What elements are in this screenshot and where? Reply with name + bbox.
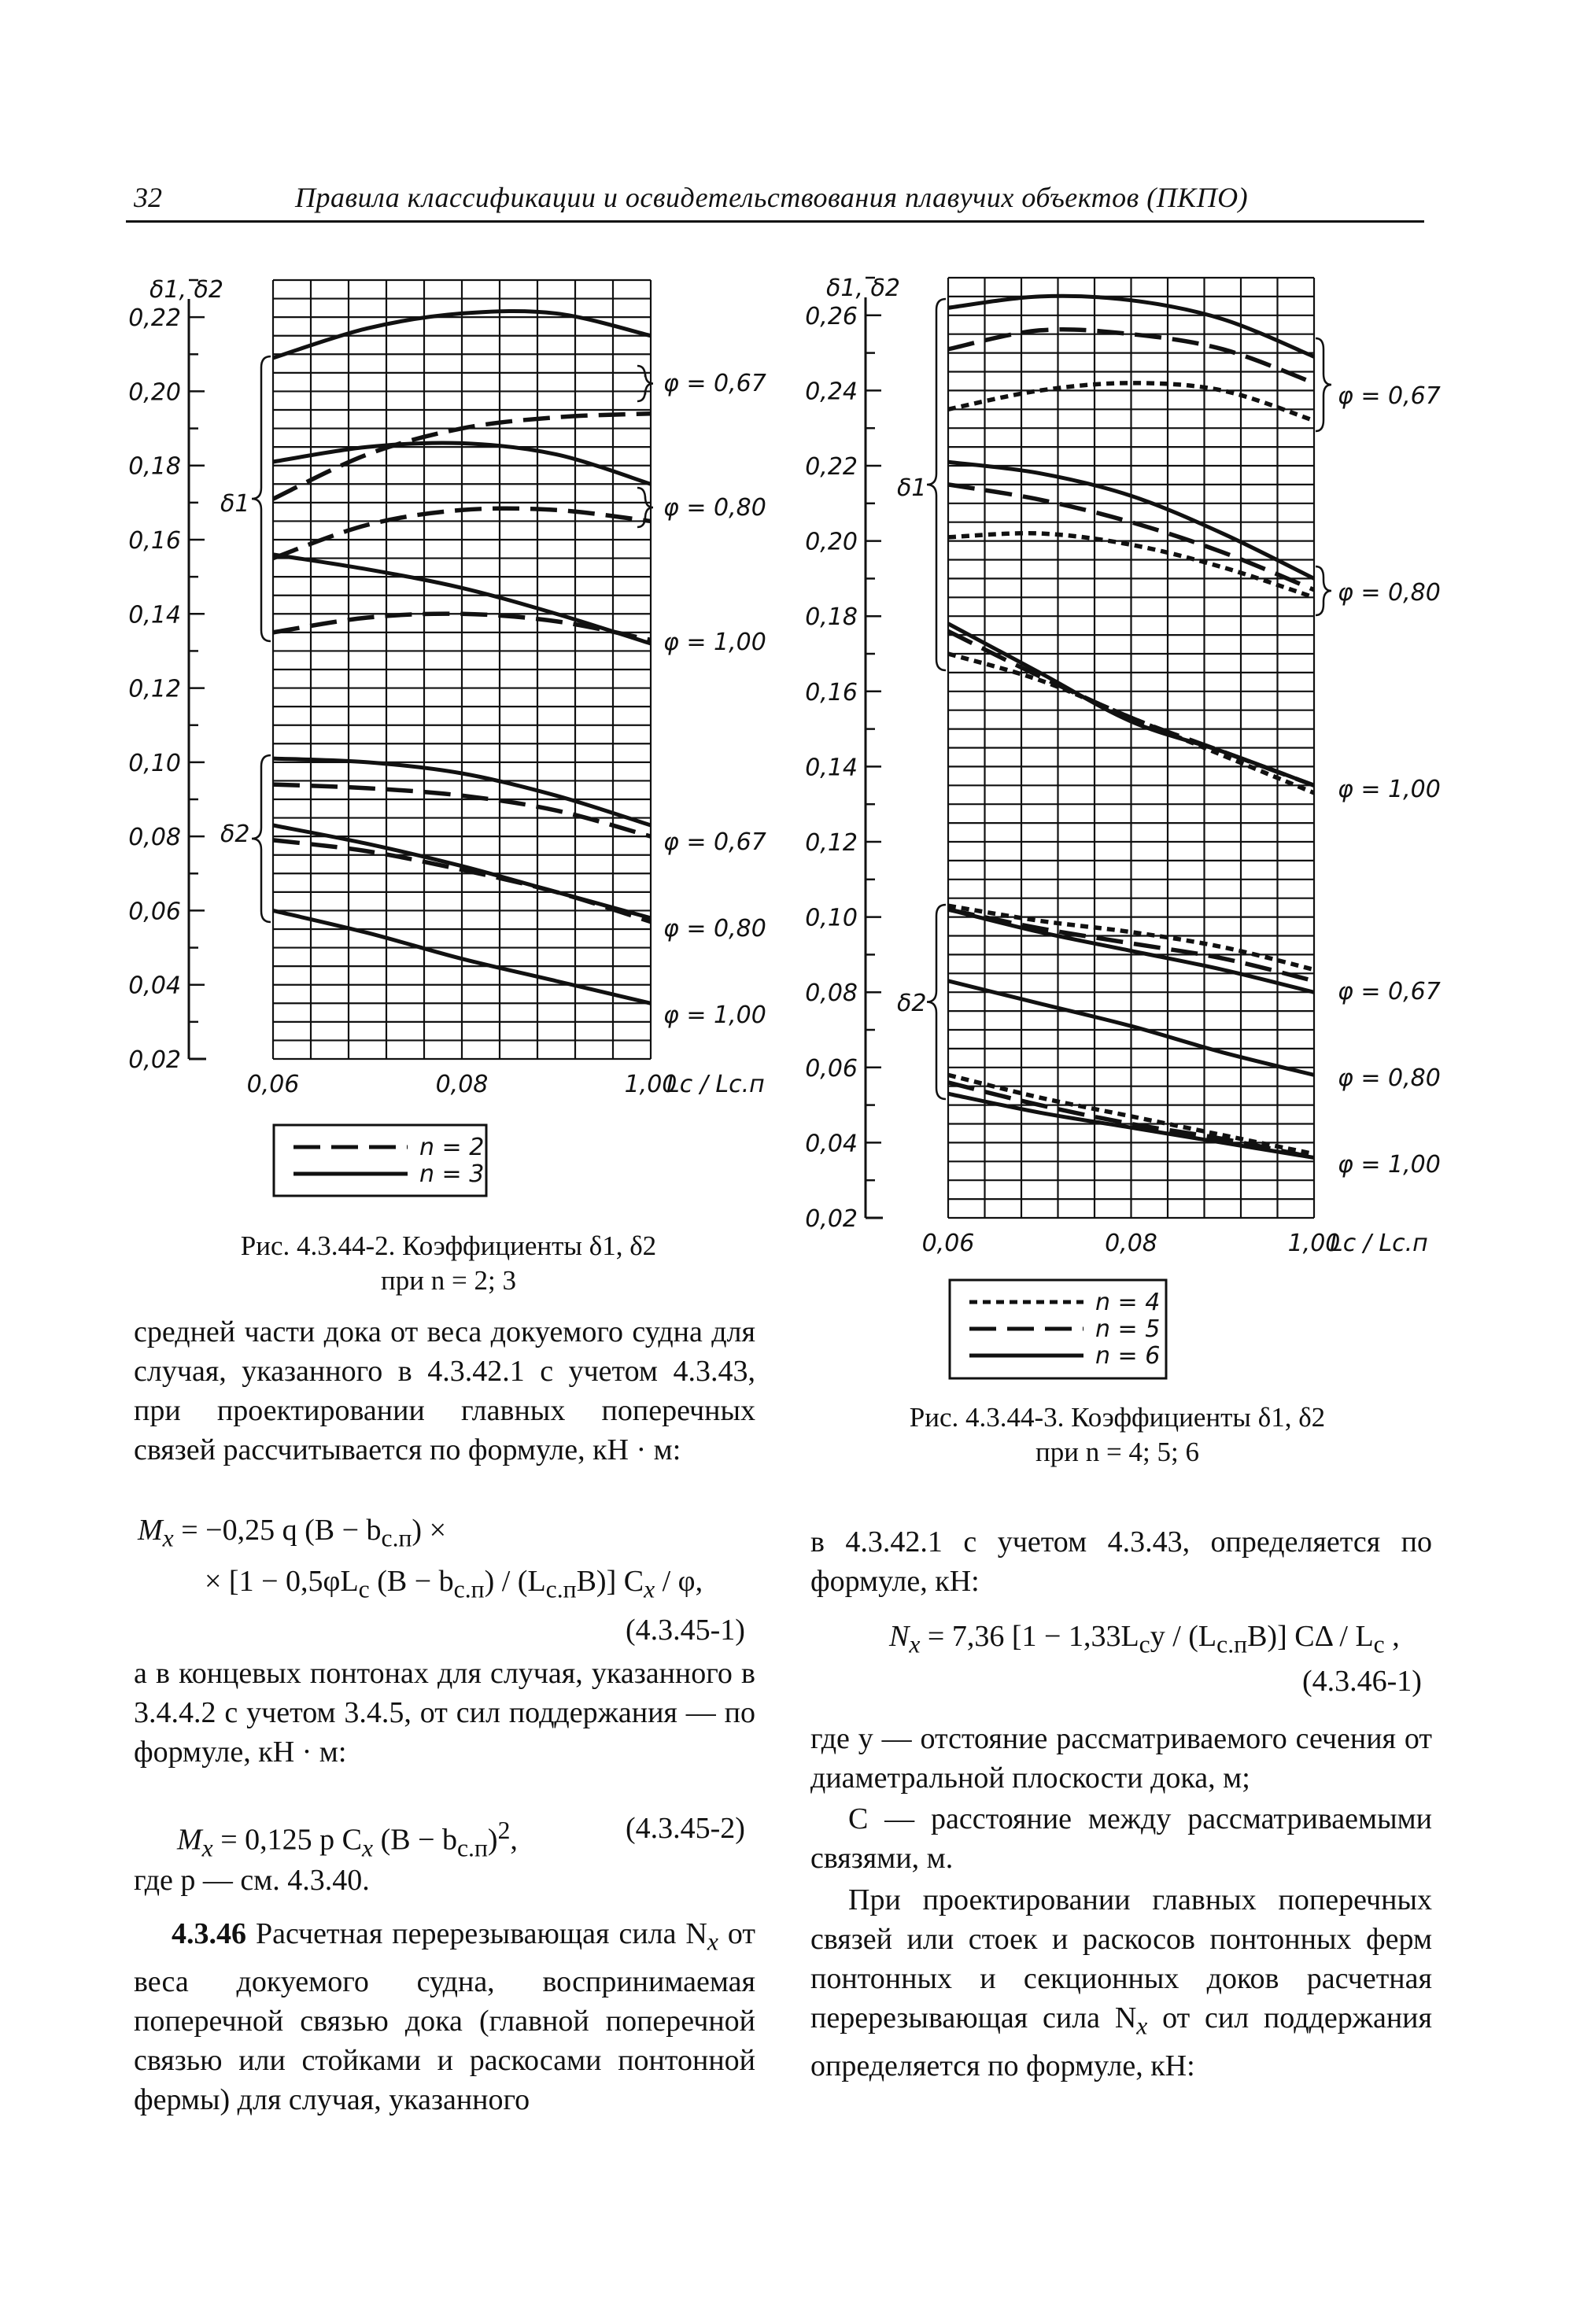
x-tick-label-left: 0,08 [435,1071,489,1098]
x-tick-label-right: 0,06 [921,1230,975,1257]
brace-left-0 [252,356,271,641]
left-p2-text: а в концевых понтонах для случая, указанного в 3.4.4.2 с учетом 3.4.5, от сил поддержания — по формуле, кН · м: [134,1657,755,1769]
phi-label-right-3: φ = 0,67 [1338,978,1441,1005]
y-tick-label-left: 0,04 [128,972,181,1000]
y-tick-label-right: 0,08 [805,979,858,1008]
formula-4-3-45-2: $M_x = 0,125$ p $C_x$ $(B - b_{с.п})^2$, [177,1817,518,1862]
left-paragraph-4: 4.3.46 Расчетная перерезывающая сила $N_x$ от веса докуемого судна, воспринимаемая поперечной связью дока (главной поперечной связью или стойками и раскосами понтонной фермы) для случая, указанного [134,1917,755,2116]
x-axis-title-right: Lc / Lc.п [1330,1230,1428,1257]
formula-4-3-45-1-line1: $M_x = -0,25$ q $(B - b_{с.п})$ × [138,1514,447,1552]
y-tick-label-left: 0,18 [128,452,181,481]
section-number-4-3-46: 4.3.46 [172,1917,246,1950]
rf1-b: y / (L [1150,1620,1217,1653]
y-tick-label-right: 0,04 [805,1130,858,1158]
y-tick-label-left: 0,14 [128,601,181,629]
y-tick-label-right: 0,18 [805,603,858,632]
rf1-c: B)] CΔ / L [1247,1620,1374,1653]
left-paragraph-3 [134,1861,755,1900]
y-tick-label-right: 0,02 [805,1205,858,1233]
left-paragraph-1 [134,1312,755,1470]
x-tick-label-left: 0,06 [246,1071,300,1098]
y-tick-label-right: 0,16 [805,678,858,706]
f1-l2-e: / φ, [655,1565,703,1598]
phi-label-left-2: φ = 1,00 [663,629,766,656]
phi-label-right-1: φ = 0,80 [1338,579,1441,607]
f2-c: ) [487,1823,498,1857]
group-label-delta1-left: δ1 [220,490,250,518]
brace-right-1 [927,905,946,1099]
group-label-delta1-right: δ1 [897,474,927,502]
figure-caption-left [212,1229,685,1298]
left-p1-text: средней части дока от веса докуемого судна для случая, указанного в 4.3.42.1 с учетом 4.3.43, при проектировании главных поперечных связей рассчитывается по формуле, кН · м: [134,1315,755,1466]
right-p3-text: C — расстояние между рассматриваемыми связями, м. [810,1802,1432,1875]
x-tick-label-right: 0,08 [1105,1230,1157,1257]
f1-end: ) × [412,1514,447,1547]
f1-l2-d: B)] C [576,1565,644,1598]
f2-a: = 0,125 p C [220,1823,362,1857]
right-paragraph-1 [810,1522,1432,1601]
legend-label-right-1: n = 5 [1095,1315,1161,1343]
phi-label-left-0: φ = 0,67 [663,370,766,397]
legend-label-left-1: n = 3 [419,1160,485,1188]
caption-right-line1: Рис. 4.3.44-3. Коэффициенты δ1, δ2 [909,1402,1326,1433]
f1-l2-c: ) / (L [484,1565,546,1598]
right-paragraph-4: При проектировании главных поперечных связей или стоек и раскосов понтонных ферм понтонных и секционных доков расчетная перерезывающая сила $N_x$ от сил поддержания определяется по формуле, кН: [810,1883,1432,2082]
y-tick-label-left: 0,08 [128,824,181,852]
formula-4-3-46-1-number: (4.3.46-1) [1302,1665,1422,1698]
x-tick-label-left: 1,00 [624,1071,677,1098]
phi-label-left-3: φ = 0,67 [663,828,766,856]
f1-l2-b: (B − b [369,1565,454,1598]
brace-right-3 [1316,566,1331,615]
figure-caption-right [873,1400,1361,1470]
caption-left-line2: при n = 2; 3 [381,1265,516,1296]
y-axis-title-left: δ1, δ2 [150,276,223,304]
left-p3-text: где p — см. 4.3.40. [134,1864,370,1897]
right-p2-text: где y — отстояние рассматриваемого сечения от диаметральной плоскости дока, м; [810,1722,1432,1795]
phi-label-left-4: φ = 0,80 [663,915,766,943]
f1-M: M [138,1514,163,1547]
f1-rest: = −0,25 q (B − b [173,1514,382,1547]
running-title: Правила классификации и освидетельствования плавучих объектов (ПКПО) [295,182,1249,213]
y-tick-label-right: 0,24 [805,378,858,406]
phi-label-right-0: φ = 0,67 [1338,382,1441,410]
x-tick-label-right: 1,00 [1287,1230,1341,1257]
y-tick-label-left: 0,20 [128,378,181,407]
y-tick-label-left: 0,10 [128,749,181,777]
right-paragraph-2 [810,1719,1432,1798]
chart-grid-left [273,280,651,1059]
f2-b: (B − b [373,1823,457,1857]
y-tick-label-right: 0,20 [805,528,858,556]
y-tick-label-left: 0,06 [128,898,181,926]
phi-label-right-4: φ = 0,80 [1338,1064,1441,1092]
formula-4-3-46-1: $N_x = 7,36$ $[1 - 1,33L_сy / (L_{с.п}B)]$ CΔ / $L_с$ , [889,1620,1400,1658]
y-tick-label-right: 0,06 [805,1054,858,1083]
y-tick-label-right: 0,22 [805,453,858,481]
phi-label-right-5: φ = 1,00 [1338,1151,1441,1179]
caption-left-line1: Рис. 4.3.44-2. Коэффициенты δ1, δ2 [240,1230,657,1261]
rf1-d: , [1384,1620,1400,1653]
right-p1-text: в 4.3.42.1 с учетом 4.3.43, определяется по формуле, кН: [810,1525,1432,1598]
f1-l2-a: × [1 − 0,5φL [205,1565,359,1598]
chart-grid-right [948,278,1314,1218]
y-tick-label-right: 0,26 [805,302,858,330]
left-paragraph-2 [134,1654,755,1772]
right-p4-a: При проектировании главных поперечных связей или стоек и раскосов понтонных ферм понтонных и секционных доков расчетная перерезывающая сила N [810,1883,1432,2034]
y-tick-label-right: 0,14 [805,754,858,782]
caption-right-line2: при n = 4; 5; 6 [1035,1437,1199,1467]
y-axis-title-right: δ1, δ2 [826,275,900,302]
phi-label-left-5: φ = 1,00 [663,1002,766,1029]
phi-label-right-2: φ = 1,00 [1338,776,1441,803]
rf1-a: = 7,36 [1 − 1,33L [927,1620,1139,1653]
brace-right-2 [1316,338,1331,431]
left-p4-a: Расчетная перерезывающая сила N [246,1917,707,1950]
legend-label-right-2: n = 6 [1095,1342,1161,1370]
y-tick-label-left: 0,02 [128,1046,181,1074]
y-tick-label-right: 0,12 [805,829,858,857]
right-p4-b: от сил поддержания определяется по формуле, кН: [810,2001,1432,2082]
formula-4-3-45-2-number: (4.3.45-2) [626,1812,745,1845]
left-p4-b: от веса докуемого судна, воспринимаемая поперечной связью дока (главной поперечной связью или стойками и раскосами понтонной фермы) для случая, указанного [134,1917,755,2116]
group-label-delta2-right: δ2 [897,990,927,1017]
phi-label-left-1: φ = 0,80 [663,494,766,522]
right-paragraph-3 [810,1799,1432,1878]
x-axis-title-left: Lc / Lc.п [666,1071,765,1098]
page-number: 32 [134,182,162,213]
f1-sub: с.п [381,1524,412,1552]
legend-label-right-0: n = 4 [1095,1289,1161,1316]
brace-left-1 [252,755,271,922]
y-tick-label-right: 0,10 [805,904,858,932]
brace-right-0 [927,299,946,670]
y-tick-label-left: 0,12 [128,675,181,703]
formula-4-3-45-1-line2: × [$1 - 0,5\varphi L_с$ $(B - b_{с.п}) / (L_{с.п}B)$] $C_x$ / φ, [205,1565,703,1603]
y-tick-label-left: 0,16 [128,527,181,555]
group-label-delta2-left: δ2 [220,821,250,848]
formula-4-3-45-1-number: (4.3.45-1) [626,1614,745,1647]
legend-label-left-0: n = 2 [419,1134,485,1161]
y-tick-label-left: 0,22 [128,304,181,333]
